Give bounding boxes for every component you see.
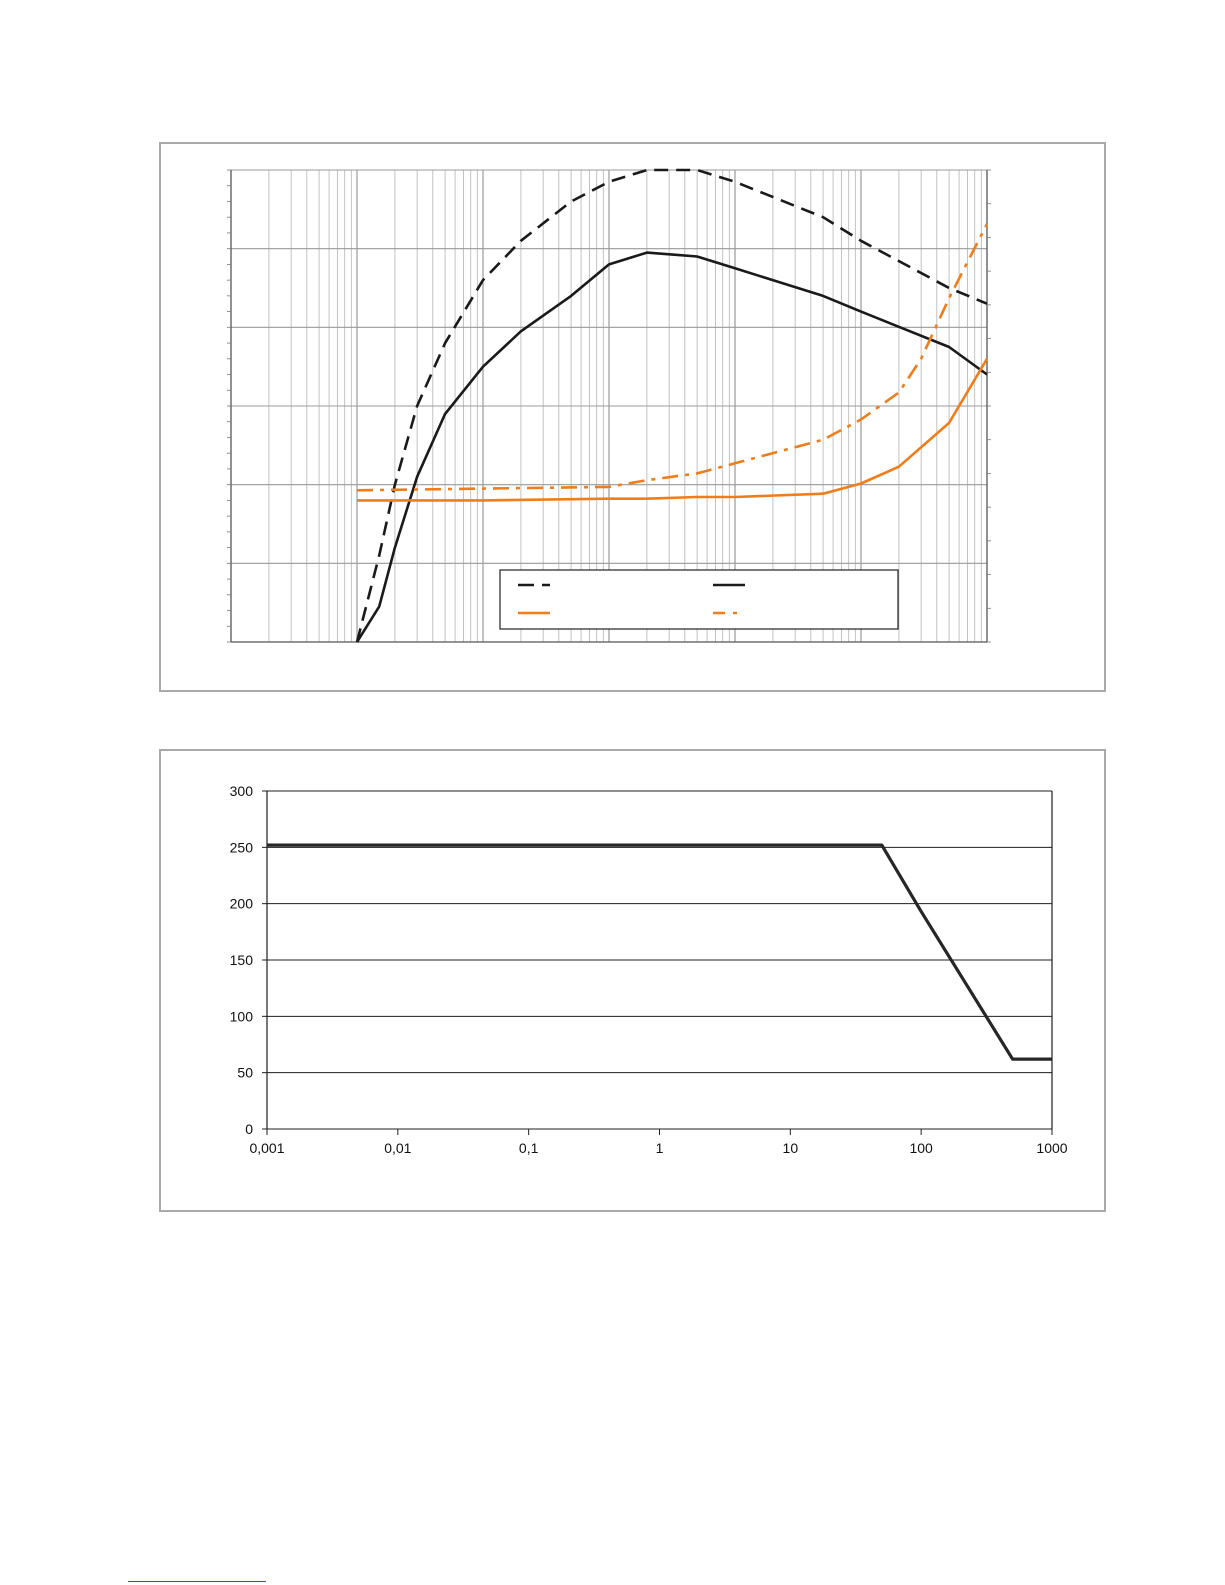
series-line xyxy=(267,845,1052,1059)
x-tick-label: 1000 xyxy=(1036,1140,1068,1156)
y-tick-label: 150 xyxy=(229,952,253,968)
x-tick-label: 100 xyxy=(909,1140,933,1156)
top-chart-panel xyxy=(159,142,1106,692)
y-tick-label: 300 xyxy=(229,783,253,799)
y-tick-label: 100 xyxy=(229,1008,253,1025)
x-tick-label: 0,01 xyxy=(384,1140,412,1156)
bottom-chart-panel xyxy=(159,749,1106,1212)
bottom-chart xyxy=(161,751,1108,1214)
legend-box xyxy=(500,570,898,629)
top-chart xyxy=(161,144,1108,694)
y-tick-label: 250 xyxy=(229,839,253,856)
y-tick-label: 0 xyxy=(245,1121,253,1137)
x-tick-label: 10 xyxy=(782,1140,799,1156)
y-tick-label: 50 xyxy=(237,1064,253,1081)
series-orange-dashdot xyxy=(357,224,987,490)
footer-rule xyxy=(128,1581,266,1582)
x-tick-label: 0,001 xyxy=(249,1140,285,1156)
x-tick-label: 1 xyxy=(655,1140,664,1156)
series-orange-solid xyxy=(357,359,987,501)
x-tick-label: 0,1 xyxy=(518,1140,539,1156)
y-tick-label: 200 xyxy=(229,895,253,912)
